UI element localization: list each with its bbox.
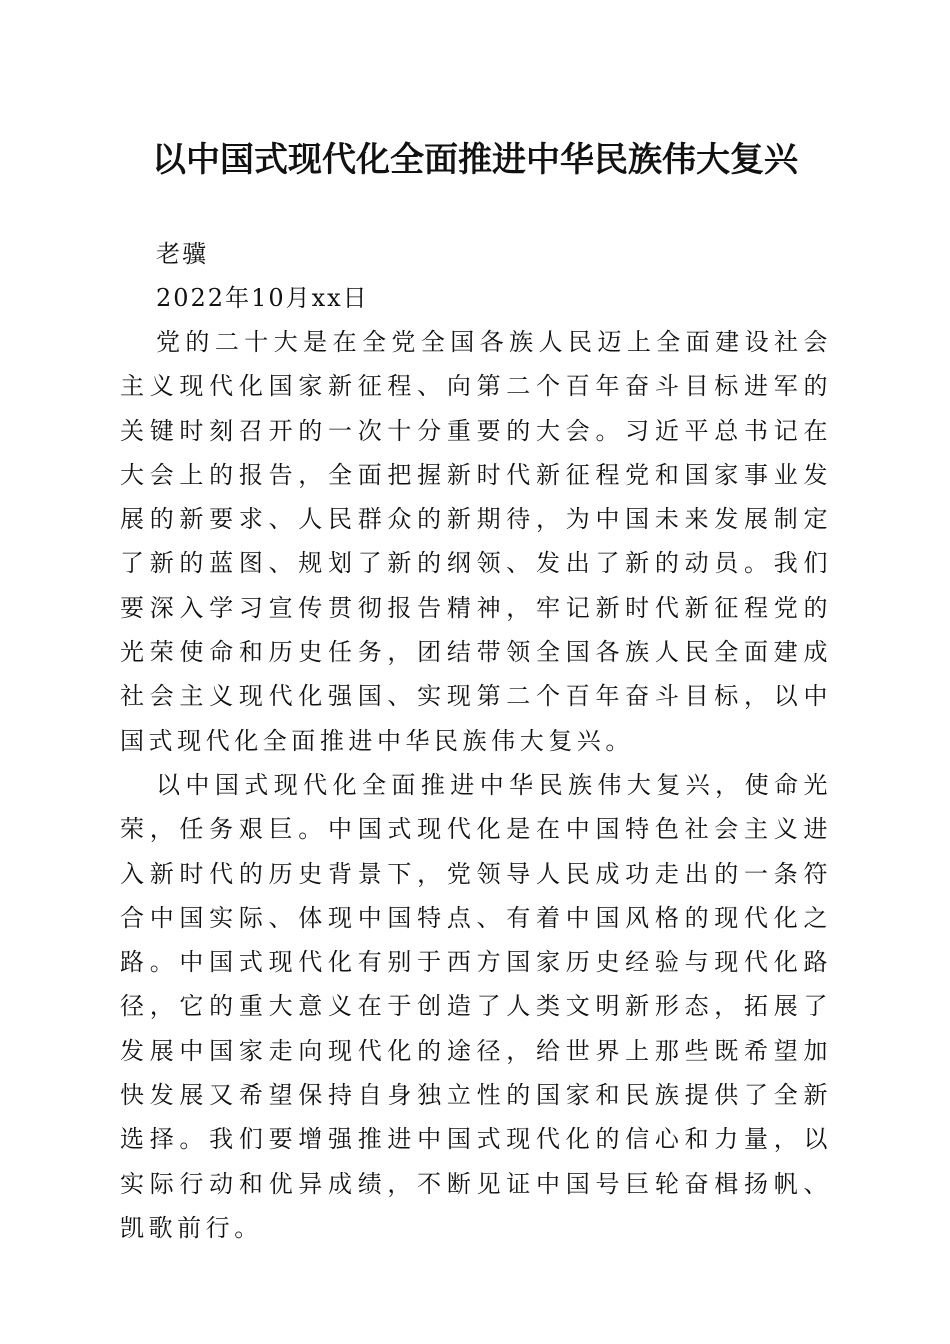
author-name: 老骥 [156,240,208,268]
document-body [120,232,832,1250]
document-date: 2022年10月xx日 [156,284,369,312]
paragraph-1: 党的二十大是在全党全国各族人民迈上全面建设社会主义现代化国家新征程、向第二个百年奋斗目标进军的关键时刻召开的一次十分重要的大会。习近平总书记在大会上的报告，全面把握新时代新征程党和国家事业发展的新要求、人民群众的新期待，为中国未来发展制定了新的蓝图、规划了新的纲领、发出了新的动员。我们要深入学习宣传贯彻报告精神，牢记新时代新征程党的光荣使命和历史任务，团结带领全国各族人民全面建成社会主义现代化强国、实现第二个百年奋斗目标，以中国式现代化全面推进中华民族伟大复兴。 [120,328,832,755]
document-title: 以中国式现代化全面推进中华民族伟大复兴 [152,140,798,180]
paragraph-2: 以中国式现代化全面推进中华民族伟大复兴，使命光荣，任务艰巨。中国式现代化是在中国特色社会主义进入新时代的历史背景下，党领导人民成功走出的一条符合中国实际、体现中国特点、有着中国风格的现代化之路。中国式现代化有别于西方国家历史经验与现代化路径，它的重大意义在于创造了人类文明新形态，拓展了发展中国家走向现代化的途径，给世界上那些既希望加快发展又希望保持自身独立性的国家和民族提供了全新选择。我们要增强推进中国式现代化的信心和力量，以实际行动和优异成绩，不断见证中国号巨轮奋楫扬帆、凯歌前行。 [120,770,832,1242]
